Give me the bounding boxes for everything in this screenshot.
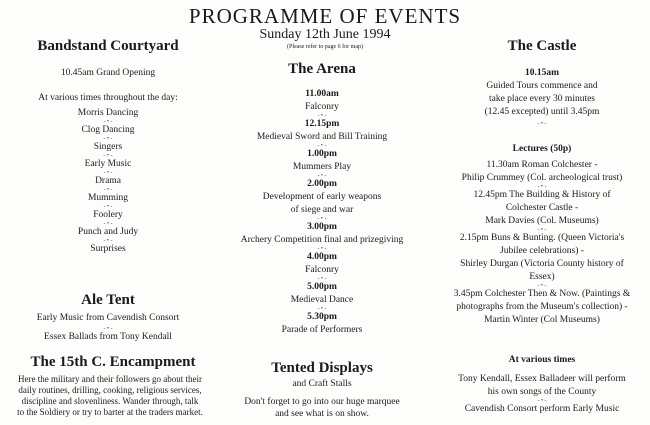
list-item: Clog Dancing <box>81 125 135 135</box>
lecture-line: Philip Crummey (Col. archeological trust) <box>461 173 623 183</box>
list-item: Early Music <box>84 159 132 169</box>
map-note: (Please refer to page 6 for map) <box>287 44 363 50</box>
separator: - • - <box>103 136 113 142</box>
tour-time: 10.15am <box>524 68 560 78</box>
separator: - • - <box>317 113 327 119</box>
lecture-line: Shirley Durgan (Victoria County history of <box>460 259 624 269</box>
separator: - • - <box>317 216 327 222</box>
bandstand-list <box>8 107 208 256</box>
event-time: 1.00pm <box>307 149 337 159</box>
tented-heading: Tented Displays <box>271 360 373 376</box>
tented-line-2: and see what is on show. <box>275 409 369 419</box>
various-times-list <box>438 373 646 416</box>
separator: - • - <box>103 170 113 176</box>
event-time: 2.00pm <box>307 179 337 189</box>
list-item: Morris Dancing <box>77 108 139 118</box>
separator: - • - <box>537 283 547 289</box>
lecture-line: Martin Winter (Col Museums) <box>484 315 600 325</box>
arena-schedule <box>222 88 422 337</box>
event-name: Falconry <box>305 265 339 275</box>
page-title: PROGRAMME OF EVENTS <box>188 4 462 28</box>
list-item: Foolery <box>93 210 123 220</box>
separator: - • - <box>537 398 547 404</box>
separator: - • - <box>537 227 547 233</box>
encampment-line: discipline and slovenliness. Wander through, talk <box>21 396 199 406</box>
various-times-title: At various times <box>508 355 576 365</box>
various-line: Tony Kendall, Essex Balladeer will perform <box>458 374 626 384</box>
separator: - • - <box>103 221 113 227</box>
separator: - • - <box>103 204 113 210</box>
separator: - • - <box>103 238 113 244</box>
lecture-line: 2.15pm Buns & Bunting. (Queen Victoria's <box>459 233 625 243</box>
encampment-line: to the Soldiery or try to barter at the traders market. <box>17 407 203 417</box>
ale-tent-line-2: Essex Ballads from Tony Kendall <box>44 332 172 342</box>
arena-heading: The Arena <box>288 61 356 77</box>
event-name: Falconry <box>305 102 339 112</box>
separator: - • - <box>103 119 113 125</box>
encampment-line: daily routines, drilling, cooking, religious services, <box>18 385 202 395</box>
event-time: 5.30pm <box>307 312 337 322</box>
event-name: Parade of Performers <box>281 325 363 335</box>
event-time: 5.00pm <box>307 282 337 292</box>
separator: - • - <box>103 187 113 193</box>
castle-heading: The Castle <box>507 38 577 54</box>
lecture-line: Mark Davies (Col. Museums) <box>485 216 599 226</box>
lecture-line: 12.45pm The Building & History of <box>473 190 611 200</box>
list-item: Drama <box>95 176 121 186</box>
separator: - • - <box>317 306 327 312</box>
ale-tent-heading: Ale Tent <box>81 292 135 308</box>
ale-tent-line-1: Early Music from Cavendish Consort <box>36 313 180 323</box>
lecture-line: photographs from the Museum's collection) - <box>456 302 628 312</box>
separator: - • - <box>103 326 113 332</box>
tour-line: Guided Tours commence and <box>486 81 598 91</box>
event-name: Mummers Play <box>292 162 352 172</box>
lecture-line: Colchester Castle - <box>505 203 579 213</box>
tour-line: take place every 30 minutes <box>488 94 596 104</box>
various-line: Cavendish Consort perform Early Music <box>464 404 620 414</box>
event-date: Sunday 12th June 1994 <box>259 27 391 42</box>
separator: - • - <box>317 246 327 252</box>
tented-line-1: Don't forget to go into our huge marquee <box>244 397 400 407</box>
encampment-text <box>4 374 216 418</box>
list-item: Singers <box>93 142 123 152</box>
separator: - • - <box>537 184 547 190</box>
event-name: Medieval Sword and Bill Training <box>256 132 388 142</box>
event-name: Archery Competition final and prizegiving <box>240 235 404 245</box>
lectures-list <box>438 159 646 327</box>
separator: - • - <box>317 173 327 179</box>
separator: - • - <box>317 143 327 149</box>
list-item: Mumming <box>87 193 129 203</box>
lecture-line: 11.30am Roman Colchester - <box>486 160 598 170</box>
event-name: of siege and war <box>290 205 354 215</box>
lecture-line: Jubilee celebrations) - <box>500 246 584 256</box>
tour-details <box>438 80 646 119</box>
tented-sub: and Craft Stalls <box>292 379 352 389</box>
list-item: Surprises <box>90 244 126 254</box>
separator: - • - <box>317 276 327 282</box>
event-time: 12.15pm <box>304 119 340 129</box>
bandstand-intro: At various times throughout the day: <box>38 93 178 103</box>
encampment-line: Here the military and their followers go about their <box>18 374 202 384</box>
grand-opening: 10.45am Grand Opening <box>60 68 156 78</box>
event-time: 11.00am <box>305 89 339 99</box>
various-line: his own songs of the County <box>487 387 597 397</box>
event-time: 4.00pm <box>307 252 337 262</box>
event-time: 3.00pm <box>307 222 337 232</box>
encampment-heading: The 15th C. Encampment <box>30 354 196 370</box>
lecture-line: 3.45pm Colchester Then & Now. (Paintings & <box>453 289 631 299</box>
event-name: Development of early weapons <box>262 192 382 202</box>
separator: - • - <box>537 121 547 127</box>
event-name: Medieval Dance <box>290 295 354 305</box>
bandstand-heading: Bandstand Courtyard <box>37 38 179 54</box>
separator: - • - <box>103 153 113 159</box>
lectures-title: Lectures (50p) <box>512 144 572 154</box>
tour-line: (12.45 excepted) until 3.45pm <box>484 107 600 117</box>
lecture-line: Essex) <box>529 272 555 282</box>
list-item: Punch and Judy <box>77 227 139 237</box>
